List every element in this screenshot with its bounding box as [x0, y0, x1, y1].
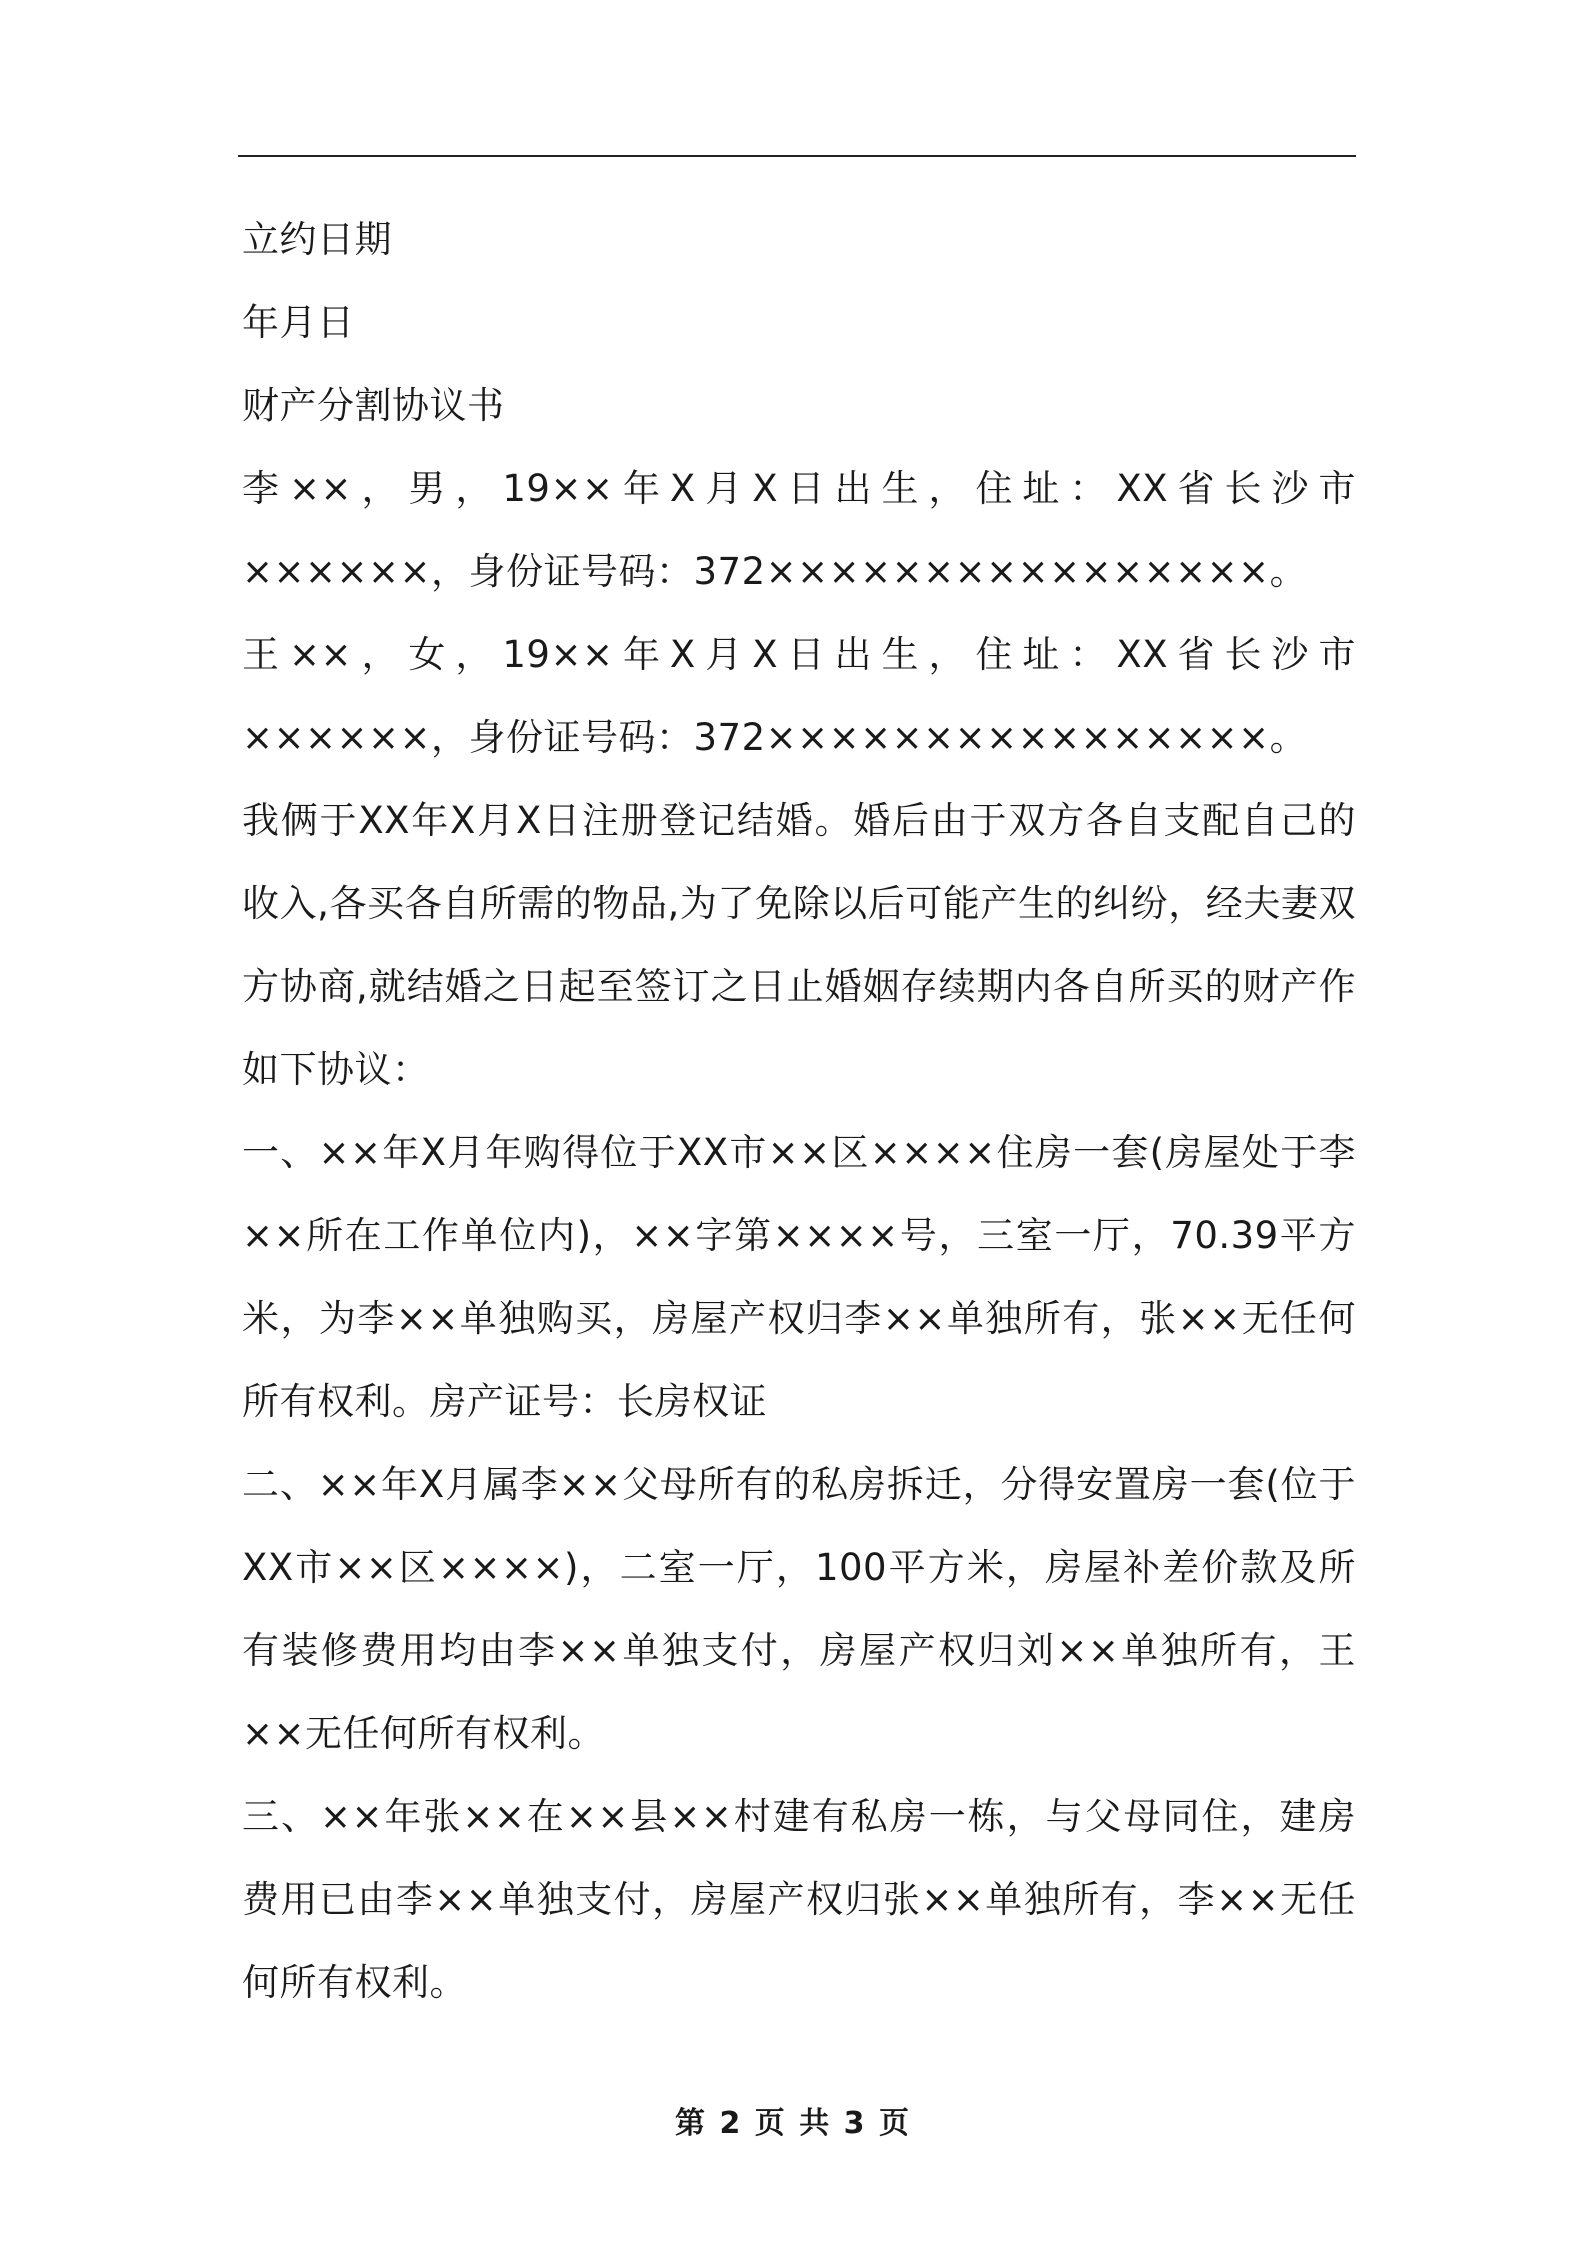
party-a-info: 李××，男，19××年X月X日出生，住址：XX省长沙市××××××，身份证号码：372××××××××××××××××。 [242, 467, 1356, 593]
party-b-info: 王××，女，19××年X月X日出生，住址：XX省长沙市××××××，身份证号码：372××××××××××××××××。 [242, 633, 1356, 759]
clause-one: 一、××年X月年购得位于XX市××区××××住房一套(房屋处于李××所在工作单位内)，××字第××××号，三室一厅，70.39平方米，为李××单独购买，房屋产权归李××单独所有，张××无任何所有权利。房产证号：长房权证 [242, 1131, 1356, 1423]
header-rule [238, 155, 1356, 157]
signing-date-label: 立约日期 [242, 218, 392, 261]
clause-two: 二、××年X月属李××父母所有的私房拆迁，分得安置房一套(位于XX市××区××××)，二室一厅，100平方米，房屋补差价款及所有装修费用均由李××单独支付，房屋产权归刘××单独所有，王××无任何所有权利。 [242, 1463, 1356, 1755]
clause-three: 三、××年张××在××县××村建有私房一栋，与父母同住，建房费用已由李××单独支付，房屋产权归张××单独所有，李××无任何所有权利。 [242, 1795, 1356, 2004]
date-placeholder: 年月日 [242, 301, 355, 344]
document-body [242, 198, 1356, 2024]
agreement-preamble: 我俩于XX年X月X日注册登记结婚。婚后由于双方各自支配自己的收入,各买各自所需的物品,为了免除以后可能产生的纠纷，经夫妻双方协商,就结婚之日起至签订之日止婚姻存续期内各自所买的财产作如下协议： [242, 799, 1356, 1091]
document-title: 财产分割协议书 [242, 384, 505, 427]
page-number: 第 2 页 共 3 页 [675, 2106, 911, 2141]
